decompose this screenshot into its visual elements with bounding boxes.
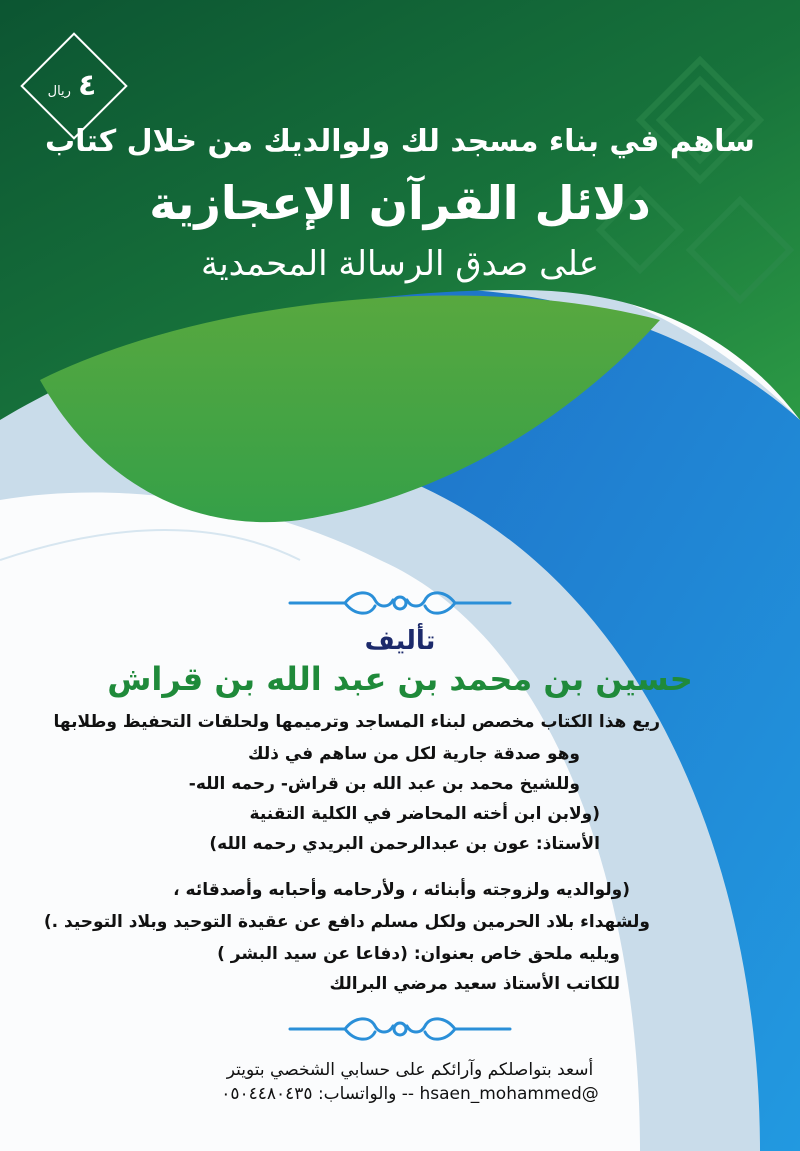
price-unit: ريال (47, 84, 71, 99)
dedication-line: ريع هذا الكتاب مخصص لبناء المساجد وترميمها ولحلقات التحفيظ وطلابها (53, 712, 660, 732)
price-amount: ٤ (78, 68, 97, 103)
dedication-line: وللشيخ محمد بن عبد الله بن قراش- رحمه الله- (188, 774, 580, 794)
dedication-line: ولشهداء بلاد الحرمين ولكل مسلم دافع عن عقيدة التوحيد وبلاد التوحيد .) (43, 912, 650, 932)
contact-handle-line: @hsaen_mohammed -- والواتساب: ٠٥٠٤٤٨٠٤٣٥ (221, 1084, 599, 1104)
contact-line: أسعد بتواصلكم وآرائكم على حسابي الشخصي بتويتر (226, 1060, 594, 1080)
author-label: تأليف (364, 626, 436, 656)
book-subtitle: على صدق الرسالة المحمدية (200, 244, 599, 284)
price-badge (40, 68, 104, 103)
dedication-line: ويليه ملحق خاص بعنوان: (دفاعا عن سيد البشر ) (217, 944, 620, 964)
book-title: دلائل القرآن الإعجازية (149, 176, 651, 230)
dedication-line: للكاتب الأستاذ سعيد مرضي البرالك (329, 974, 620, 994)
ornament-divider-bottom (285, 1014, 515, 1044)
dedication-line: وهو صدقة جارية لكل من ساهم في ذلك (248, 744, 580, 764)
dedication-line: الأستاذ: عون بن عبدالرحمن البريدي رحمه الله) (209, 834, 600, 854)
ornament-divider-top (285, 588, 515, 618)
cover-tagline: ساهم في بناء مسجد لك ولوالديك من خلال كتاب (45, 124, 755, 159)
author-name: حسين بن محمد بن عبد الله بن قراش (107, 660, 693, 698)
dedication-line: (ولوالديه ولزوجته وأبنائه ، ولأرحامه وأحبابه وأصدقائه ، (173, 880, 630, 900)
dedication-line: (ولابن ابن أخته المحاضر في الكلية التقنية (249, 804, 600, 824)
